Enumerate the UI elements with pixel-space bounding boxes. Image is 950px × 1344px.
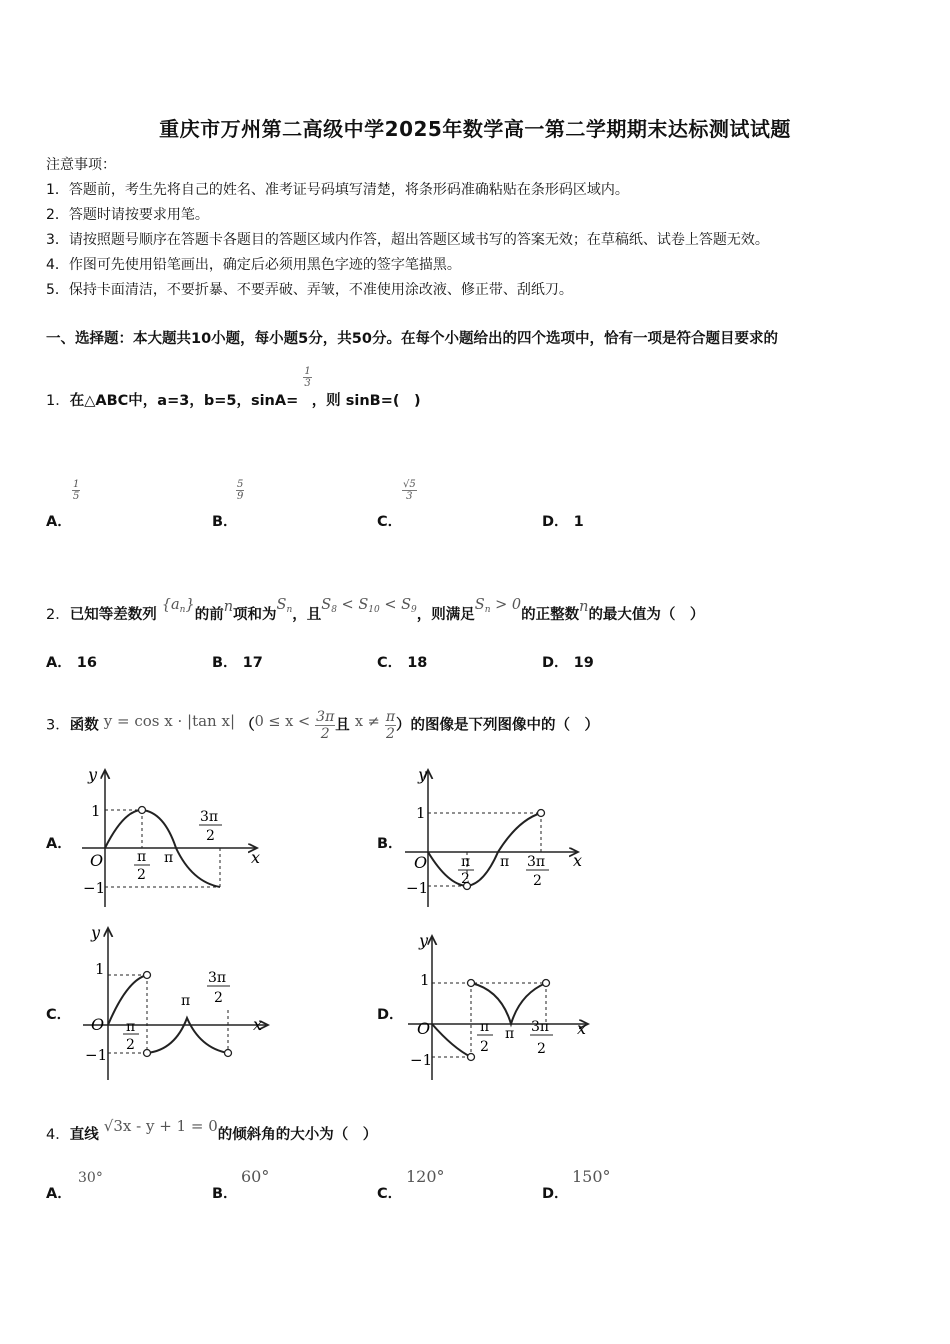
curve [105,810,142,848]
option-d[interactable]: D． 1 [542,514,584,530]
option-a-value: 30° [78,1170,103,1186]
option-b[interactable]: B． [212,1186,238,1202]
option-c[interactable]: C． 18 [377,655,428,671]
curve [467,813,541,886]
tick-label: 2 [537,1041,546,1057]
open-point [144,972,151,979]
open-point [543,980,550,987]
origin-label: O [414,853,428,872]
section-heading: 一、选择题：本大题共10小题，每小题5分，共50分。在每个小题给出的四个选项中，恰有一项是符合题目要求的 [46,331,778,347]
question-number: 3． [46,717,70,734]
option-a[interactable]: A． [46,1186,72,1202]
tick-label: 3π [200,809,219,825]
tick-label: π [461,854,471,870]
fraction: $\frac{3\pi}{2}$ [316,709,335,742]
notice-item: 2．答题时请按要求用笔。 [46,207,209,223]
y-label: y [88,765,98,784]
tick-label: 1 [95,960,105,978]
x-label: x [573,851,583,870]
math-expr: $S_n > 0$ [474,597,522,615]
math-expr: $S_8 < S_{10} < S_9$ [321,597,417,615]
question-text: 的倾斜角的大小为（ ） [217,1127,378,1143]
tick-label: −1 [406,879,429,897]
option-d-value: 150° [572,1167,611,1186]
curve [108,975,147,1025]
notice-heading: 注意事项： [46,157,116,173]
tick-label: −1 [83,879,106,897]
y-label: y [419,931,429,950]
tick-label: 2 [533,873,542,889]
option-c-value: 120° [406,1167,445,1186]
tick-label: π [137,849,147,865]
fraction: $\frac{1}{3}$ [304,365,311,389]
notice-item: 4．作图可先使用铅笔画出，确定后必须用黑色字迹的签字笔描黑。 [46,257,461,273]
notice-item: 5．保持卡面清洁，不要折暴、不要弄破、弄皱，不准使用涂改液、修正带、刮纸刀。 [46,282,573,298]
tick-label: 1 [416,804,426,822]
option-a[interactable]: A． [46,514,72,530]
question-text: ，则 sinB=( ) [311,393,421,409]
tick-label: 2 [461,871,470,887]
tick-label: −1 [410,1051,433,1069]
origin-label: O [91,1015,105,1034]
option-b-value: 60° [241,1167,270,1186]
question-text: ，则满足 [416,607,475,623]
question-text: 的前 [194,607,224,623]
math-expr: $\{a_n\}$ [161,597,195,615]
curve [147,1018,228,1053]
fraction: $\frac{\pi}{2}$ [385,709,396,742]
option-d[interactable]: D． 19 [542,655,594,671]
option-a-value: $\frac{1}{5}$ [73,479,80,502]
math-expr: x ≠ [354,713,380,730]
tick-label: π [164,850,174,866]
question-3 [46,709,599,742]
graph-a [72,762,272,912]
tick-label: −1 [85,1046,108,1064]
math-expr: √3x - y + 1 = 0 [103,1117,218,1135]
tick-label: 2 [126,1037,135,1053]
tick-label: 3π [208,970,227,986]
graph-d [405,928,595,1083]
x-label: x [251,848,261,867]
curve [471,983,546,1024]
question-text: 的正整数 [521,607,580,623]
notice-item: 3．请按照题号顺序在答题卡各题目的答题区域内作答，超出答题区域书写的答案无效；在草稿纸、试卷上答题无效。 [46,232,769,248]
question-text: 函数 [69,717,99,734]
question-text: ，且 [292,607,322,623]
option-c[interactable]: C． [46,1007,72,1023]
open-point [468,980,475,987]
math-expr: 0 ≤ x < [254,713,311,730]
tick-label: π [505,1026,515,1042]
graph-b [400,762,590,912]
question-text: 项和为 [233,607,277,623]
open-point [468,1054,475,1061]
origin-label: O [417,1019,431,1038]
math-expr: y = cos x · |tan x| [103,711,236,730]
question-number: 2． [46,607,70,623]
question-text: 且 [335,717,350,734]
y-label: y [418,765,428,784]
question-4 [46,1117,378,1144]
origin-label: O [90,851,104,870]
option-c-value: $\frac{√5}{3}$ [403,479,416,502]
option-b-value: $\frac{5}{9}$ [237,479,244,502]
question-1 [46,365,421,413]
open-point [538,810,545,817]
math-var: n [579,599,589,615]
question-text: 的最大值为（ ） [588,607,705,623]
option-c[interactable]: C． [377,514,403,530]
tick-label: 1 [420,971,430,989]
tick-label: π [500,854,510,870]
question-text: 直线 [69,1127,99,1143]
x-label: x [253,1015,263,1034]
tick-label: 1 [91,802,101,820]
tick-label: π [480,1019,490,1035]
option-a[interactable]: A． [46,836,72,852]
tick-label: 2 [480,1039,489,1055]
question-2 [46,597,705,625]
tick-label: π [126,1019,136,1035]
option-a[interactable]: A． 16 [46,655,97,671]
tick-label: 2 [214,990,223,1006]
tick-label: 2 [206,828,215,844]
question-text: （ [240,717,255,734]
question-number: 1． [46,393,70,409]
option-b[interactable]: B． 17 [212,655,263,671]
question-text: 在△ABC中，a=3，b=5，sinA= [69,393,299,409]
math-var: n [223,599,234,615]
tick-label: 3π [531,1019,550,1035]
x-label: x [577,1019,587,1038]
option-b[interactable]: B． [377,836,403,852]
math-expr: $S_n$ [276,597,293,615]
open-point [139,807,146,814]
question-number: 4． [46,1127,70,1143]
open-point [225,1050,232,1057]
tick-label: 3π [527,854,546,870]
notice-item: 1．答题前，考生先将自己的姓名、准考证号码填写清楚，将条形码准确粘贴在条形码区域内。 [46,182,629,198]
option-d[interactable]: D． [542,1186,569,1202]
tick-label: 2 [137,867,146,883]
option-d[interactable]: D． [377,1007,404,1023]
tick-label: π [181,993,191,1009]
option-c[interactable]: C． [377,1186,403,1202]
page-title: 重庆市万州第二高级中学2025年数学高一第二学期期末达标测试试题 [159,117,791,141]
graph-c [75,920,275,1085]
option-b[interactable]: B． [212,514,238,530]
question-text: 已知等差数列 [69,607,157,623]
y-label: y [91,923,101,942]
open-point [144,1050,151,1057]
curve [432,1024,471,1057]
question-text: ）的图像是下列图像中的（ ） [396,717,600,734]
